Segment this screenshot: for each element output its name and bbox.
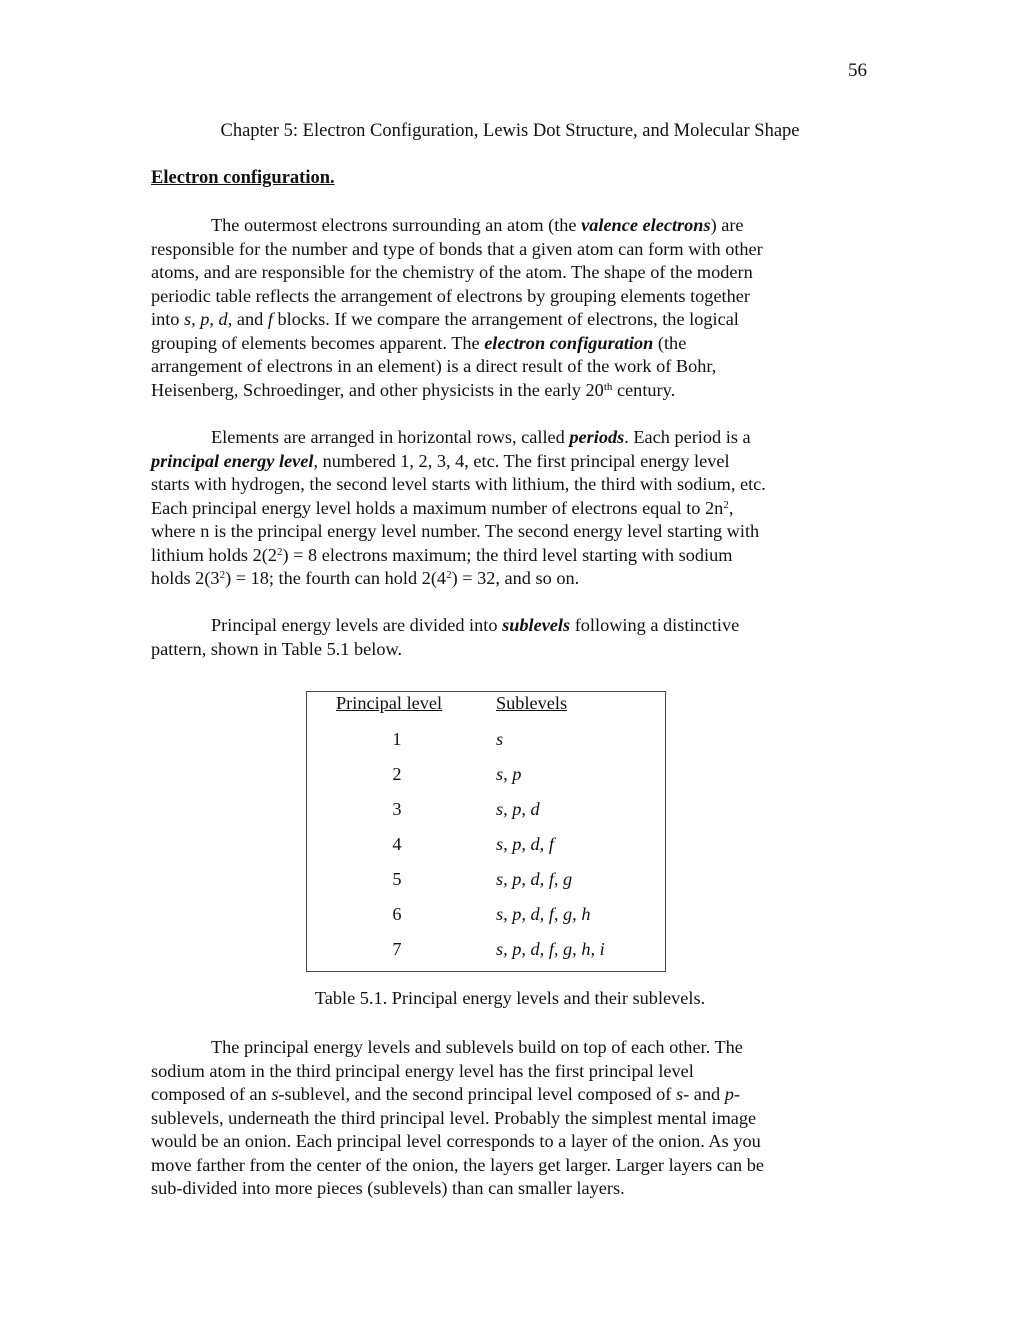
text-line: [151, 332, 876, 356]
sublevels-cell: s, p: [496, 764, 522, 784]
superscript: 2: [219, 569, 226, 581]
text-line: [151, 1083, 876, 1107]
table-row: [307, 939, 665, 974]
text-line: [151, 214, 876, 238]
table-caption: Table 5.1. Principal energy levels and their sublevels.: [314, 988, 706, 1008]
italic-text: s, p, d: [184, 309, 228, 329]
page-number: 56: [848, 60, 867, 81]
text: Elements are arranged in horizontal rows, called: [211, 427, 570, 447]
text: ) = 8 electrons maximum; the third level starting with sodium: [282, 544, 733, 565]
term-periods: periods: [569, 427, 625, 447]
sublevels-cell: s, p, d: [496, 799, 540, 819]
text-line: responsible for the number and type of bonds that a given atom can form with other: [151, 238, 763, 259]
superscript: th: [603, 380, 613, 393]
text: lithium holds 2(2: [151, 544, 277, 565]
section-heading: Electron configuration.: [151, 168, 335, 188]
term-principal-energy-level: principal energy level: [151, 450, 314, 471]
text-line: where n is the principal energy level number. The second energy level starting with: [151, 521, 760, 541]
level-cell: 5: [392, 869, 402, 889]
text-line: The principal energy levels and sublevels build on top of each other. The: [211, 1037, 743, 1057]
term-valence-electrons: valence electrons: [581, 215, 711, 235]
text-line: [151, 379, 876, 403]
table-row: [307, 904, 665, 939]
text-line: would be an onion. Each principal level corresponds to a layer of the onion. As you: [151, 1131, 761, 1151]
text: -: [733, 1084, 740, 1104]
text: ,: [728, 497, 734, 518]
text: . Each period is a: [624, 427, 751, 447]
text-line: sub-divided into more pieces (sublevels) than can smaller layers.: [151, 1178, 625, 1198]
chapter-title: Chapter 5: Electron Configuration, Lewis Dot Structure, and Molecular Shape: [220, 121, 800, 141]
text-line: [151, 497, 876, 521]
table-row: [307, 729, 665, 764]
superscript: 2: [276, 545, 283, 558]
text: - and: [683, 1084, 725, 1104]
table-row: [307, 799, 665, 834]
text: , and: [227, 309, 268, 329]
level-cell: 6: [392, 904, 402, 924]
paragraph-periods: [151, 426, 876, 591]
text-line: [151, 614, 876, 638]
italic-text: s: [271, 1084, 279, 1104]
text: into: [151, 309, 185, 329]
term-sublevels: sublevels: [502, 615, 571, 635]
header-principal-level: Principal level: [336, 693, 443, 713]
italic-text: s: [675, 1084, 684, 1104]
italic-text: p: [724, 1084, 734, 1104]
text-line: [151, 544, 876, 568]
level-cell: 1: [392, 729, 402, 749]
level-cell: 7: [392, 939, 402, 959]
term-electron-configuration: electron configuration: [484, 332, 654, 353]
text: ) = 18; the fourth can hold 2(4: [225, 568, 447, 588]
paragraph-onion-analogy: [151, 1036, 876, 1201]
text: Heisenberg, Schroedinger, and other physicists in the early 20: [151, 379, 604, 400]
superscript: 2: [723, 498, 729, 511]
sublevels-cell: s, p, d, f, g, h: [496, 904, 591, 924]
text-line: pattern, shown in Table 5.1 below.: [151, 638, 403, 659]
text-line: sodium atom in the third principal energy level has the first principal level: [151, 1060, 694, 1081]
text: Each principal energy level holds a maximum number of electrons equal to 2n: [151, 497, 724, 518]
table-row: [307, 834, 665, 869]
table-row: [307, 764, 665, 799]
sublevels-cell: s, p, d, f, g, h, i: [496, 939, 605, 959]
text: -sublevel, and the second principal level composed of: [278, 1084, 676, 1104]
text-line: starts with hydrogen, the second level starts with lithium, the third with sodium, etc.: [151, 474, 766, 494]
superscript: 2: [446, 569, 452, 581]
text-line: [151, 308, 876, 332]
sublevels-cell: s, p, d, f: [496, 834, 554, 854]
text: blocks. If we compare the arrangement of electrons, the logical: [272, 309, 739, 329]
paragraph-sublevels: [151, 614, 876, 661]
level-cell: 2: [392, 764, 402, 784]
text: , numbered 1, 2, 3, 4, etc. The first principal energy level: [313, 450, 730, 471]
text: ) = 32, and so on.: [451, 568, 580, 588]
text: grouping of elements becomes apparent. The: [151, 332, 485, 353]
sublevels-cell: s: [496, 729, 504, 749]
level-cell: 4: [392, 834, 402, 854]
text: Principal energy levels are divided into: [211, 615, 503, 635]
italic-text: f: [267, 309, 273, 329]
text: The outermost electrons surrounding an atom (the: [211, 215, 582, 235]
text-line: [151, 426, 876, 450]
text: century.: [612, 379, 676, 400]
sublevels-cell: s, p, d, f, g: [496, 869, 573, 889]
text: (the: [653, 332, 687, 353]
text-line: arrangement of electrons in an element) is a direct result of the work of Bohr,: [151, 356, 717, 376]
text-line: sublevels, underneath the third principal level. Probably the simplest mental image: [151, 1107, 757, 1128]
level-cell: 3: [392, 799, 402, 819]
text: composed of an: [151, 1084, 272, 1104]
text-line: periodic table reflects the arrangement of electrons by grouping elements together: [151, 285, 750, 306]
table-row: [307, 869, 665, 904]
text-line: [151, 567, 876, 591]
text: ) are: [710, 215, 744, 235]
text: holds 2(3: [151, 568, 220, 588]
sublevels-table: [306, 691, 666, 972]
text-line: atoms, and are responsible for the chemistry of the atom. The shape of the modern: [151, 262, 753, 282]
header-sublevels: Sublevels: [496, 693, 568, 713]
paragraph-valence-electrons: [151, 214, 876, 402]
text-line: move farther from the center of the onion, the layers get larger. Larger layers can be: [151, 1154, 765, 1175]
text: following a distinctive: [570, 615, 740, 635]
text-line: [151, 450, 876, 474]
